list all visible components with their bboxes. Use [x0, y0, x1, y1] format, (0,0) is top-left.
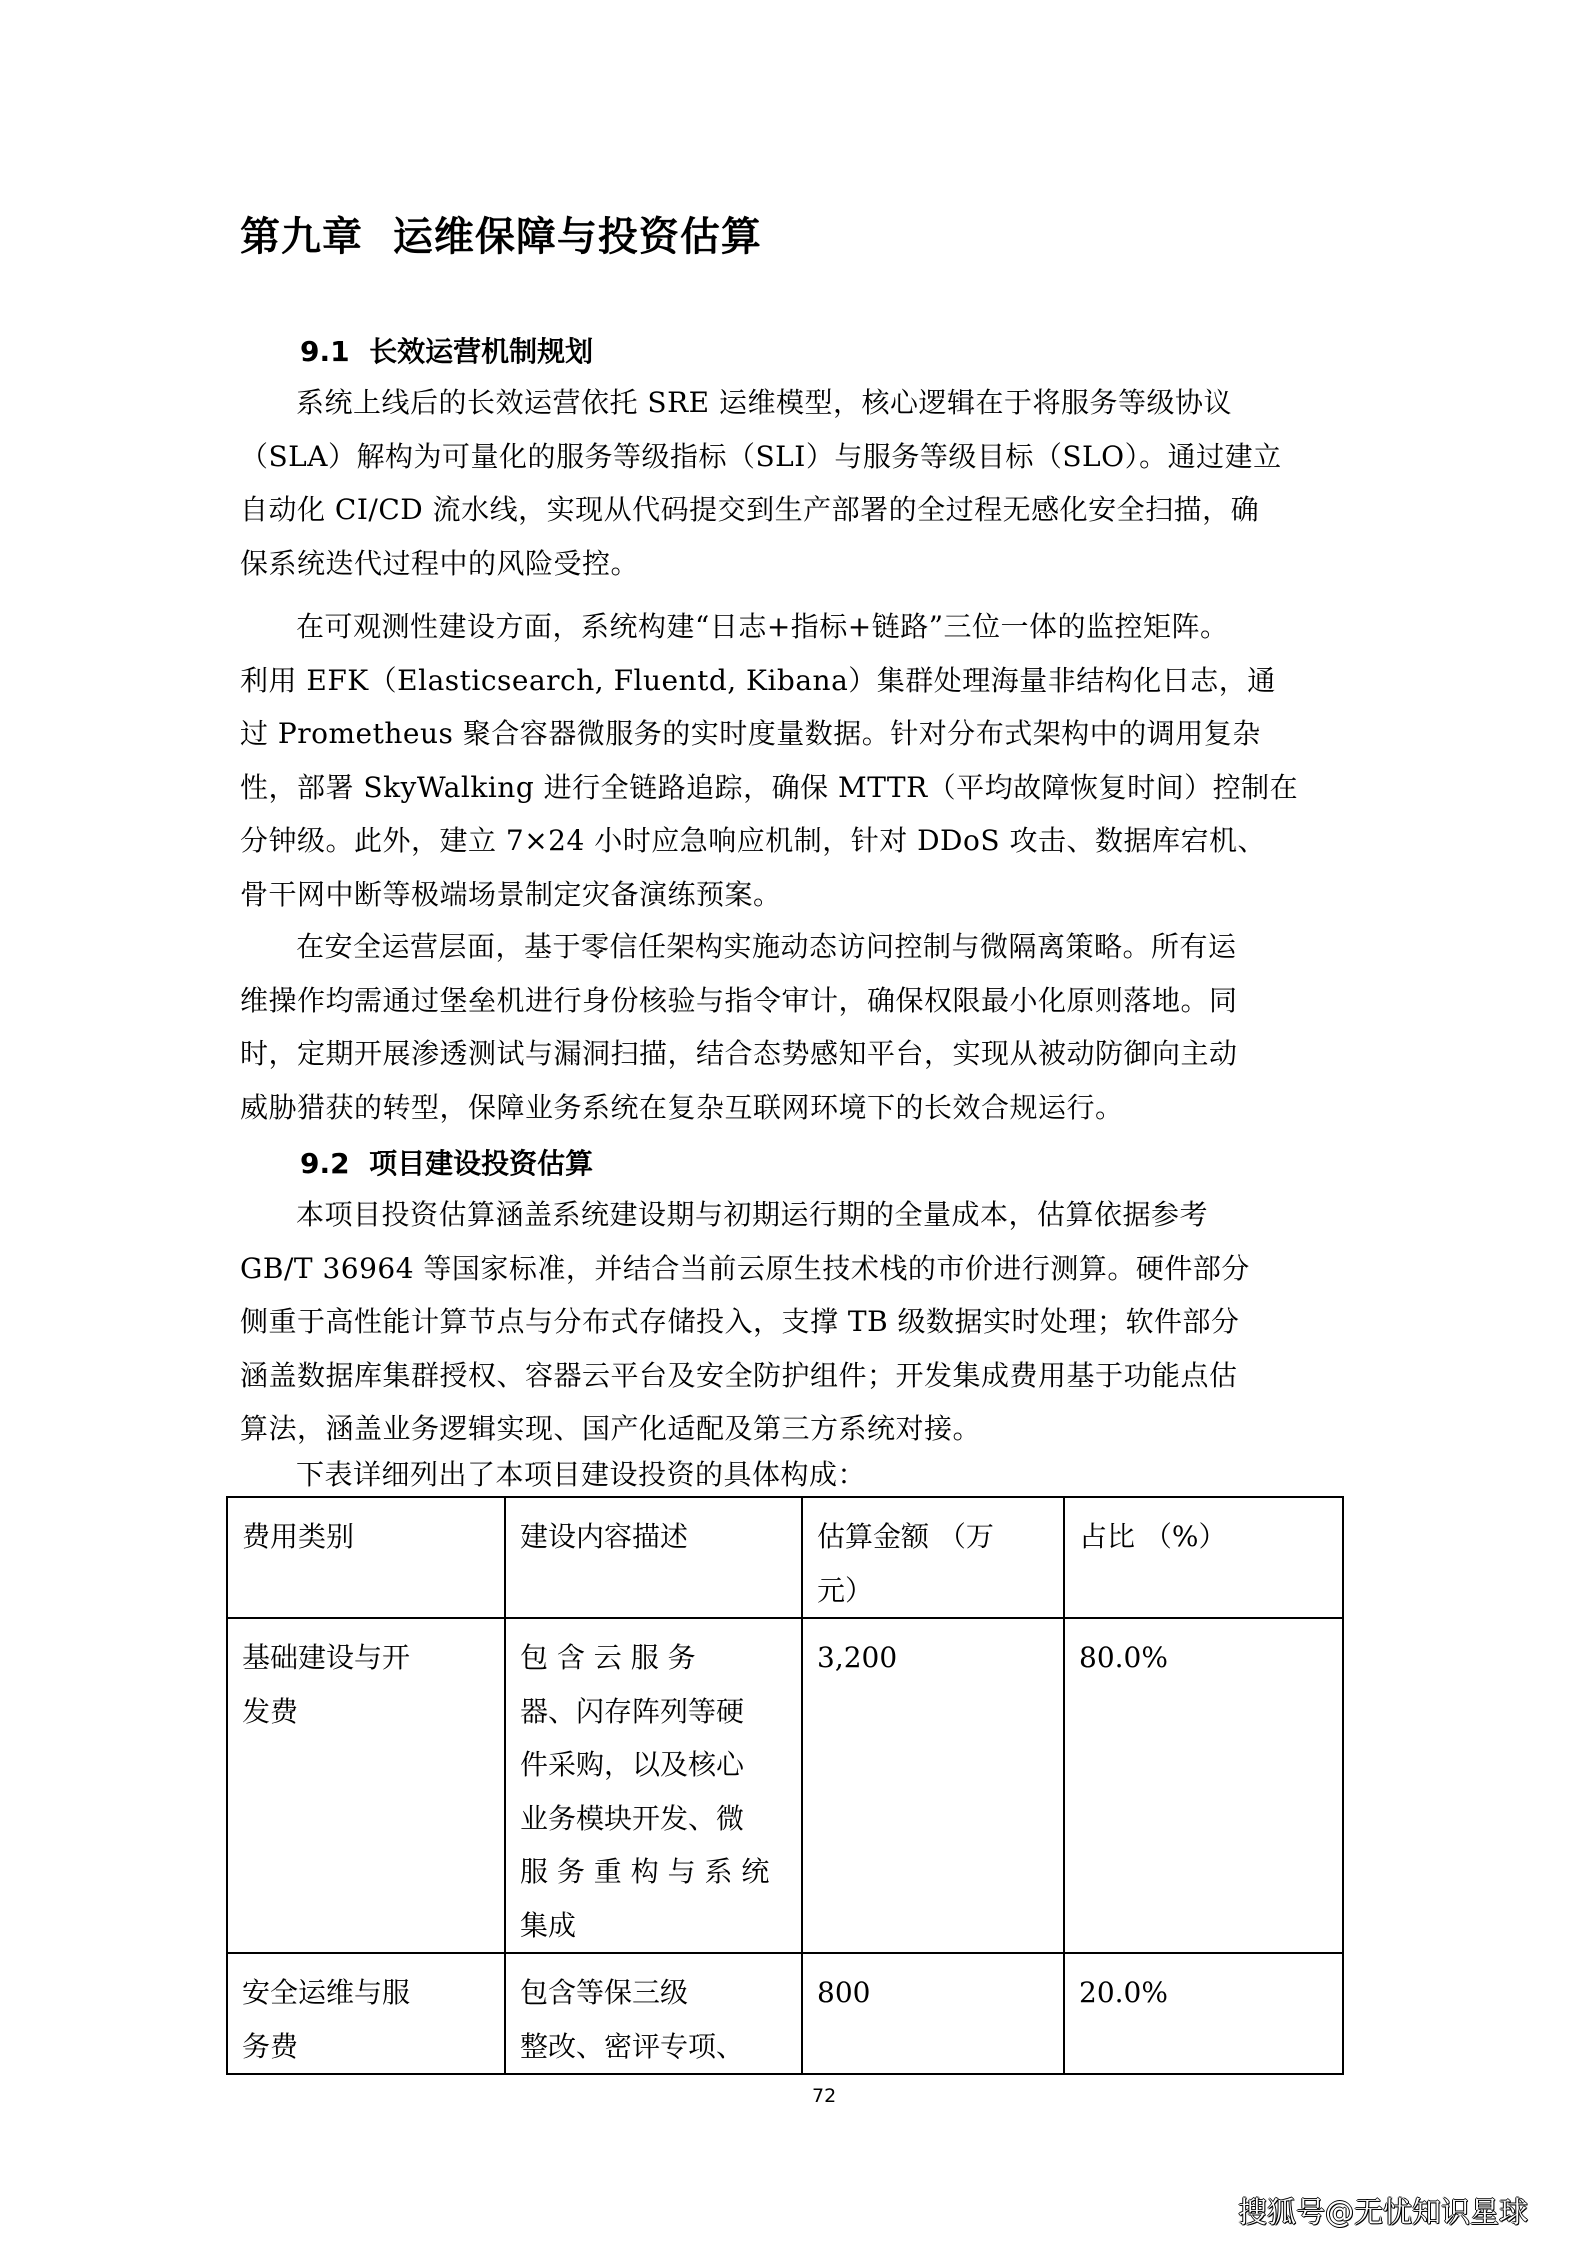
text-line: GB/T 36964 等国家标准，并结合当前云原生技术栈的市价进行测算。硬件部分 [240, 1251, 1250, 1285]
text-line: 利用 EFK（Elasticsearch, Fluentd, Kibana）集群处理海量非结构化日志，通 [240, 663, 1276, 697]
text-line: 时，定期开展渗透测试与漏洞扫描，结合态势感知平台，实现从被动防御向主动 [240, 1037, 1238, 1070]
table-row [227, 1953, 1343, 2074]
section-heading-9-2: 9.2 项目建设投资估算 [300, 1147, 594, 1180]
header-amount [802, 1497, 1064, 1618]
header-text: 建设内容描述 [520, 1520, 689, 1553]
text-line: （SLA）解构为可量化的服务等级指标（SLI）与服务等级目标（SLO）。通过建立 [240, 439, 1282, 473]
header-description [505, 1497, 802, 1618]
table-row [227, 1618, 1343, 1953]
table-header-row [227, 1497, 1343, 1618]
cell-text: 集成 [520, 1908, 577, 1942]
paragraph-security-ops [240, 920, 1350, 1134]
cell-description [505, 1618, 802, 1953]
cell-amount [802, 1618, 1064, 1953]
cell-text: 件采购，以及核心 [520, 1748, 745, 1781]
cell-text: 服 务 重 构 与 系 统 [520, 1855, 770, 1888]
header-text: 元） [817, 1573, 874, 1607]
cell-share [1064, 1618, 1343, 1953]
text-line: 过 Prometheus 聚合容器微服务的实时度量数据。针对分布式架构中的调用复杂 [240, 717, 1261, 750]
cell-text: 发费 [242, 1694, 299, 1728]
cell-text: 80.0% [1079, 1641, 1168, 1674]
paragraph-observability [240, 600, 1350, 921]
cell-text: 3,200 [817, 1641, 898, 1674]
text-line: 威胁猎获的转型，保障业务系统在复杂互联网环境下的长效合规运行。 [240, 1090, 1124, 1124]
header-category [227, 1497, 505, 1618]
cell-text: 务费 [242, 2029, 299, 2063]
text-line: 在安全运营层面，基于零信任架构实施动态访问控制与微隔离策略。所有运 [296, 930, 1237, 963]
cell-text: 包 含 云 服 务 [520, 1641, 696, 1674]
header-text: 费用类别 [242, 1520, 355, 1553]
text-line: 本项目投资估算涵盖系统建设期与初期运行期的全量成本，估算依据参考 [296, 1198, 1209, 1231]
text-line: 下表详细列出了本项目建设投资的具体构成： [296, 1458, 867, 1491]
text-line: 骨干网中断等极端场景制定灾备演练预案。 [240, 877, 782, 911]
cell-text: 业务模块开发、微 [520, 1801, 745, 1835]
header-share [1064, 1497, 1343, 1618]
cell-text: 20.0% [1079, 1976, 1168, 2009]
watermark: 搜狐号@无忧知识星球 [1238, 2195, 1529, 2229]
cell-share [1064, 1953, 1343, 2074]
cell-amount [802, 1953, 1064, 2074]
text-line: 在可观测性建设方面，系统构建“日志+指标+链路”三位一体的监控矩阵。 [296, 610, 1229, 643]
header-text: 估算金额 （万 [817, 1520, 994, 1553]
text-line: 涵盖数据库集群授权、容器云平台及安全防护组件；开发集成费用基于功能点估 [240, 1358, 1238, 1392]
header-text: 占比 （%） [1079, 1520, 1227, 1553]
text-line: 保系统迭代过程中的风险受控。 [240, 546, 640, 580]
paragraph-investment-basis [240, 1188, 1350, 1456]
paragraph-sre-model [240, 376, 1350, 590]
text-line: 性，部署 SkyWalking 进行全链路追踪，确保 MTTR（平均故障恢复时间）控制在 [240, 770, 1299, 804]
cell-text: 安全运维与服 [242, 1976, 411, 2009]
paragraph-table-intro [240, 1455, 1350, 1495]
text-line: 维操作均需通过堡垒机进行身份核验与指令审计，确保权限最小化原则落地。同 [240, 983, 1238, 1017]
investment-table [226, 1496, 1344, 2075]
section-heading-9-1: 9.1 长效运营机制规划 [300, 335, 594, 368]
cell-description [505, 1953, 802, 2074]
text-line: 侧重于高性能计算节点与分布式存储投入，支撑 TB 级数据实时处理；软件部分 [240, 1305, 1240, 1338]
chapter-title: 第九章 运维保障与投资估算 [240, 214, 762, 260]
text-line: 算法，涵盖业务逻辑实现、国产化适配及第三方系统对接。 [240, 1412, 982, 1445]
text-line: 自动化 CI/CD 流水线，实现从代码提交到生产部署的全过程无感化安全扫描，确 [240, 493, 1260, 526]
cell-text: 器、闪存阵列等硬 [520, 1694, 745, 1728]
cell-text: 包含等保三级 [520, 1976, 689, 2009]
cell-category [227, 1953, 505, 2074]
page-number: 72 [812, 2085, 837, 2107]
cell-category [227, 1618, 505, 1953]
cell-text: 基础建设与开 [242, 1641, 411, 1674]
cell-text: 800 [817, 1976, 871, 2009]
cell-text: 整改、密评专项、 [520, 2029, 745, 2063]
text-line: 分钟级。此外，建立 7×24 小时应急响应机制，针对 DDoS 攻击、数据库宕机、 [240, 824, 1266, 857]
text-line: 系统上线后的长效运营依托 SRE 运维模型，核心逻辑在于将服务等级协议 [296, 386, 1233, 419]
